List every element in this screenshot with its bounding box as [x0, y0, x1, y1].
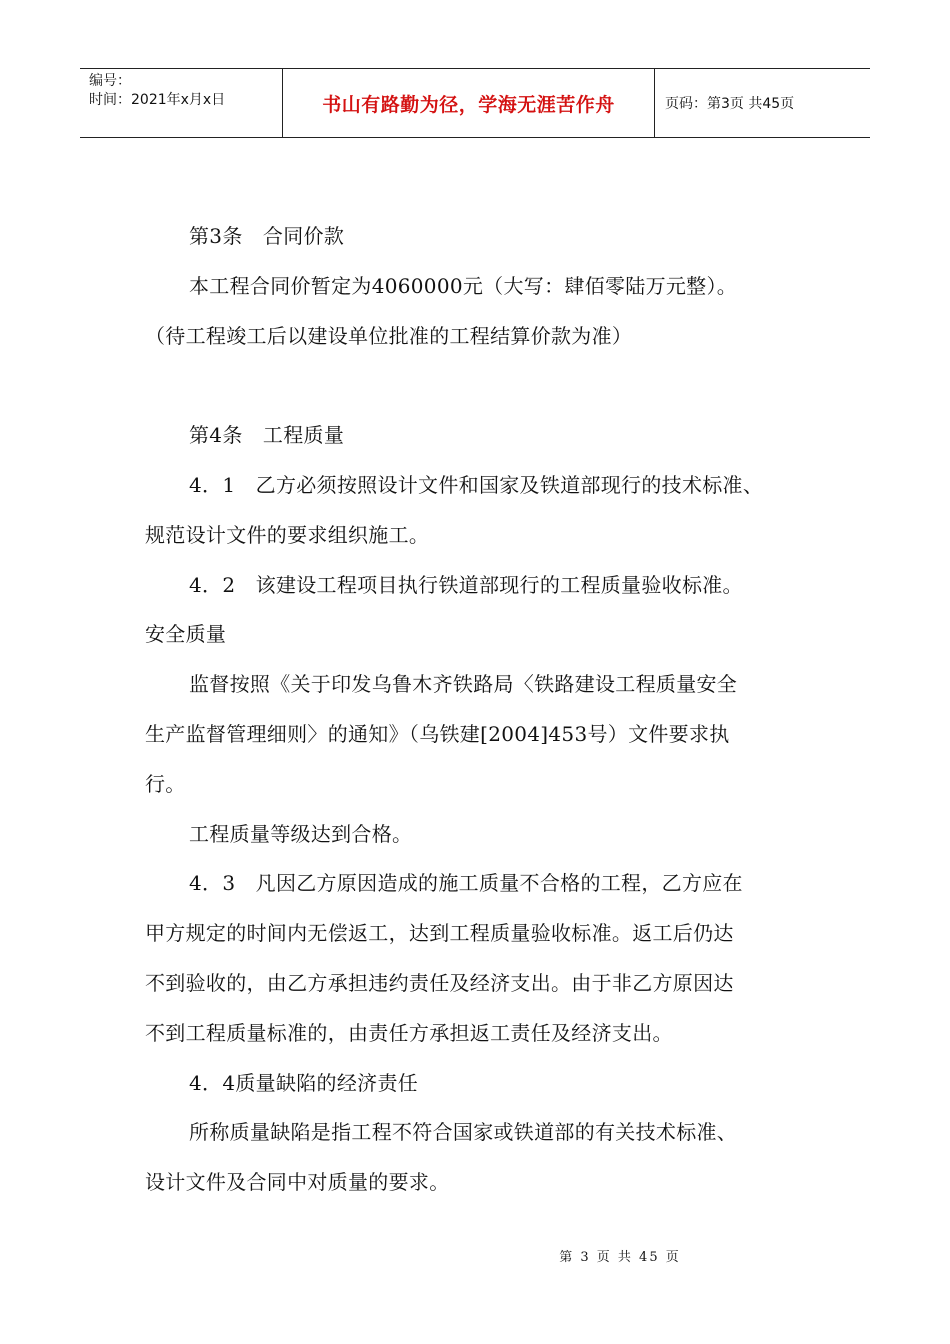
spacer: [145, 361, 800, 411]
paragraph-line: 工程质量等级达到合格。: [189, 821, 413, 846]
header-motto: 书山有路勤为径，学海无涯苦作舟: [282, 69, 655, 137]
paragraph-line: 行。: [145, 771, 186, 796]
paragraph-line: 规范设计文件的要求组织施工。: [145, 522, 430, 547]
header-page-info: 页码：第3页 共45页: [665, 96, 795, 112]
paragraph-line: 不到验收的，由乙方承担违约责任及经济支出。由于非乙方原因达: [145, 970, 734, 995]
paragraph-line: 所称质量缺陷是指工程不符合国家或铁道部的有关技术标准、: [189, 1120, 738, 1145]
document-body: [145, 212, 800, 1208]
paragraph-line: （待工程竣工后以建设单位批准的工程结算价款为准）: [145, 323, 633, 348]
paragraph-line: 监督按照《关于印发乌鲁木齐铁路局〈铁路建设工程质量安全: [189, 672, 738, 697]
header-meta: [80, 69, 282, 137]
paragraph-line: 本工程合同价暂定为4060000元（大写：肆佰零陆万元整）。: [189, 273, 738, 298]
paragraph-line: 4．1 乙方必须按照设计文件和国家及铁道部现行的技术标准、: [189, 472, 764, 497]
document-number-label: 编号：: [89, 73, 131, 89]
paragraph-line: 生产监督管理细则〉的通知》（乌铁建[2004]453号）文件要求执: [145, 721, 730, 746]
paragraph-line: 不到工程质量标准的，由责任方承担返工责任及经济支出。: [145, 1020, 673, 1045]
document-date: 时间：2021年x月x日: [89, 92, 226, 108]
paragraph-line: 4．3 凡因乙方原因造成的施工质量不合格的工程，乙方应在: [189, 871, 743, 896]
paragraph-line: 安全质量: [145, 622, 227, 647]
subsection-heading: 4．4质量缺陷的经济责任: [189, 1070, 419, 1095]
article-3-heading: 第3条 合同价款: [189, 224, 345, 248]
page-footer: 第 3 页 共 45 页: [559, 1250, 681, 1265]
paragraph-line: 设计文件及合同中对质量的要求。: [145, 1170, 450, 1195]
paragraph-line: 4．2 该建设工程项目执行铁道部现行的工程质量验收标准。: [189, 572, 743, 597]
article-4-heading: 第4条 工程质量: [189, 423, 345, 448]
page-header: [80, 68, 870, 138]
paragraph-line: 甲方规定的时间内无偿返工，达到工程质量验收标准。返工后仍达: [145, 921, 734, 946]
